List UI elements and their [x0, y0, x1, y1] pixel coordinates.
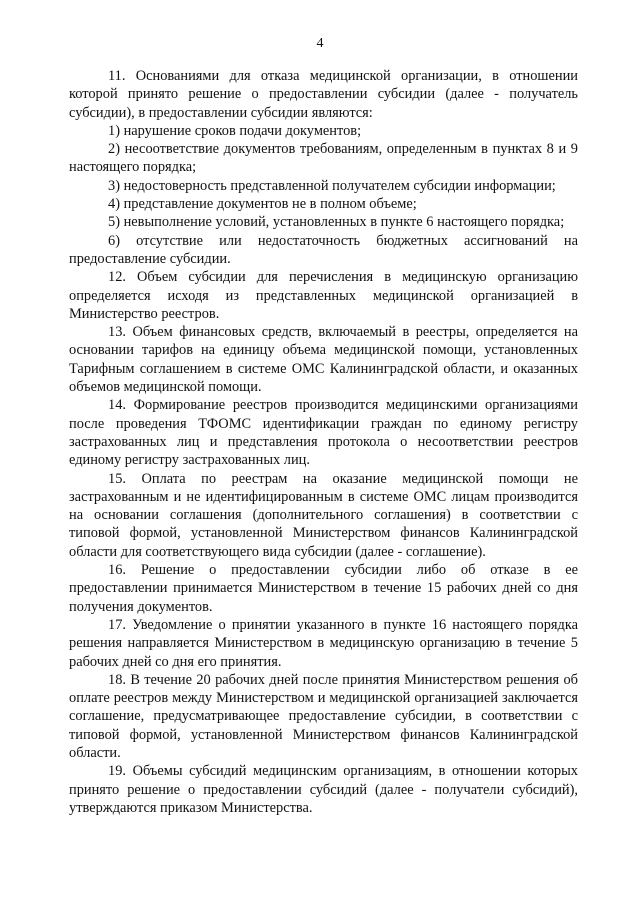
list-item-6: 6) отсутствие или недостаточность бюджетных ассигнований на предоставление субсидии.	[69, 232, 578, 267]
paragraph-11: 11. Основаниями для отказа медицинской организации, в отношении которой принято решение о предоставлении субсидии (далее - получатель субсидии), в предоставлении субсидии являются:	[69, 68, 578, 121]
list-item-1: 1) нарушение сроков подачи документов;	[108, 122, 362, 139]
paragraph-12: 12. Объем субсидии для перечисления в медицинскую организацию определяется исходя из представленных медицинской организацией в Министерство реестров.	[69, 269, 578, 322]
paragraph-15: 15. Оплата по реестрам на оказание медицинской помощи не застрахованным и не идентифицированным в системе ОМС лицам производится на основании соглашения (дополнительного соглашения) в соответствии с типовой формой, установленной Министерством финансов Калининградской области для соответствующего вида субсидии (далее - соглашение).	[69, 470, 578, 560]
list-item-3: 3) недостоверность представленной получателем субсидии информации;	[108, 177, 556, 194]
paragraph-17: 17. Уведомление о принятии указанного в пункте 16 настоящего порядка решения направляется Министерством в медицинскую организацию в течение 5 рабочих дней со дня его принятия.	[69, 616, 578, 670]
paragraph-18: 18. В течение 20 рабочих дней после принятия Министерством решения об оплате реестров между Министерством и медицинской организацией заключается соглашение, предусматривающее предоставление субсидии, в соответствии с типовой формой, установленной Министерством финансов Калининградской области.	[69, 671, 578, 761]
paragraph-13: 13. Объем финансовых средств, включаемый в реестры, определяется на основании тарифов на единицу объема медицинской помощи, установленных Тарифным соглашением в системе ОМС Калининградской области, и оказанных объемов медицинской помощи.	[69, 324, 578, 396]
list-item-5: 5) невыполнение условий, установленных в пункте 6 настоящего порядка;	[108, 214, 565, 231]
list-item-2: 2) несоответствие документов требованиям, определенным в пунктах 8 и 9 настоящего порядка;	[69, 141, 578, 176]
list-item-4: 4) представление документов не в полном объеме;	[108, 196, 417, 213]
page-number: 4	[316, 36, 324, 51]
paragraph-19: 19. Объемы субсидий медицинским организациям, в отношении которых принято решение о предоставлении субсидий (далее - получатели субсидий), утверждаются приказом Министерства.	[69, 763, 578, 816]
paragraph-16: 16. Решение о предоставлении субсидии либо об отказе в ее предоставлении принимается Министерством в течение 15 рабочих дней со дня получения документов.	[69, 562, 578, 615]
paragraph-14: 14. Формирование реестров производится медицинскими организациями после проведения ТФОМС идентификации граждан по единому регистру застрахованных лиц и представления протокола о несоответствии реестров единому регистру застрахованных лиц.	[69, 397, 578, 469]
document-body	[69, 67, 578, 817]
